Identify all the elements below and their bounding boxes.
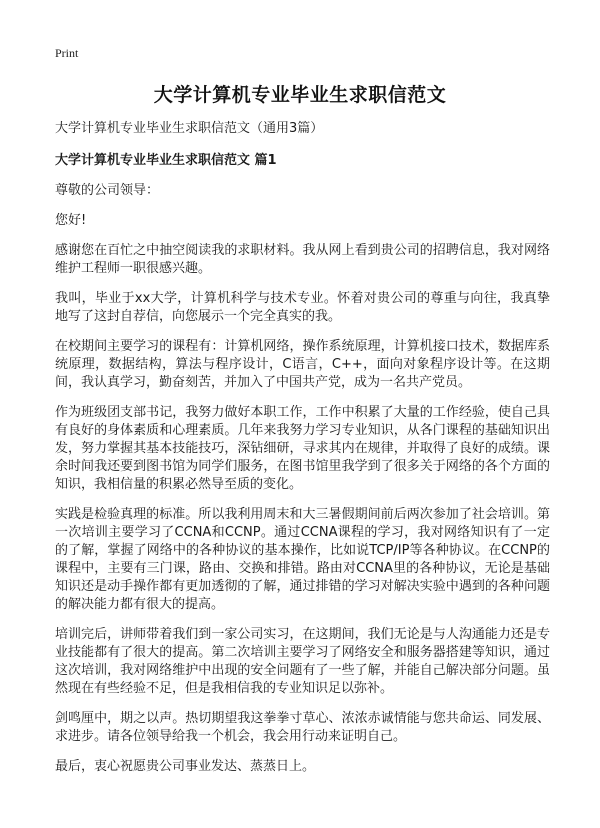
body-paragraph: 我叫，毕业于xx大学，计算机科学与技术专业。怀着对贵公司的尊重与向往，我真挚地写了这封自荐信，向您展示一个完全真实的我。 — [55, 291, 550, 324]
document-subtitle: 大学计算机专业毕业生求职信范文（通用3篇） — [55, 121, 324, 136]
document-body — [55, 120, 550, 788]
closing-paragraph: 最后，衷心祝愿贵公司事业发达、蒸蒸日上。 — [55, 759, 316, 774]
greeting: 您好! — [55, 213, 87, 228]
body-paragraph: 实践是检验真理的标准。所以我利用周末和大三暑假期间前后两次参加了社会培训。第一次培训主要学习了CCNA和CCNP。通过CCNA课程的学习，我对网络知识有了一定的了解，掌握了网络中的各种协议的基本操作，比如说TCP/IP等各种协议。在CCNP的课程中，主要有三门课，路由、交换和排错。路由对CCNA里的各种协议，无论是基础知识还是动手操作都有更加透彻的了解，通过排错的学习对解决实验中遇到的各种问题的解决能力都有很大的提高。 — [55, 507, 550, 612]
salutation: 尊敬的公司领导： — [55, 183, 160, 198]
body-paragraph: 感谢您在百忙之中抽空阅读我的求职材料。我从网上看到贵公司的招聘信息，我对网络维护工程师一职很感兴趣。 — [55, 243, 550, 276]
body-paragraph: 在校期间主要学习的课程有：计算机网络，操作系统原理，计算机接口技术，数据库系统原理，数据结构，算法与程序设计，C语言，C++，面向对象程序设计等。在这期间，我认真学习，勤奋刻苦，并加入了中国共产党，成为一名共产党员。 — [55, 339, 550, 390]
body-paragraph: 培训完后，讲师带着我们到一家公司实习，在这期间，我们无论是与人沟通能力还是专业技能都有了很大的提高。第二次培训主要学习了网络安全和服务器搭建等知识，通过这次培训，我对网络维护中出现的安全问题有了一些了解，并能自己解决部分问题。虽然现在有些经验不足，但是我相信我的专业知识足以弥补。 — [55, 627, 550, 696]
body-paragraph: 作为班级团支部书记，我努力做好本职工作，工作中积累了大量的工作经验，使自己具有良好的身体素质和心理素质。几年来我努力学习专业知识，从各门课程的基础知识出发，努力掌握其基本技能技巧，深钻细研，寻求其内在规律，并取得了良好的成绩。课余时间我还要到图书馆为同学们服务，在图书馆里我学到了很多关于网络的各个方面的知识，我相信量的积累必然导至质的变化。 — [55, 405, 550, 492]
body-paragraph: 剑鸣厘中，期之以声。热切期望我这拳拳寸草心、浓浓赤诚情能与您共命运、同发展、求进步。请各位领导给我一个机会，我会用行动来证明自己。 — [55, 711, 550, 744]
document-title: 大学计算机专业毕业生求职信范文 — [153, 84, 447, 106]
print-link[interactable]: Print — [55, 46, 79, 60]
section-heading: 大学计算机专业毕业生求职信范文 篇1 — [55, 153, 277, 168]
